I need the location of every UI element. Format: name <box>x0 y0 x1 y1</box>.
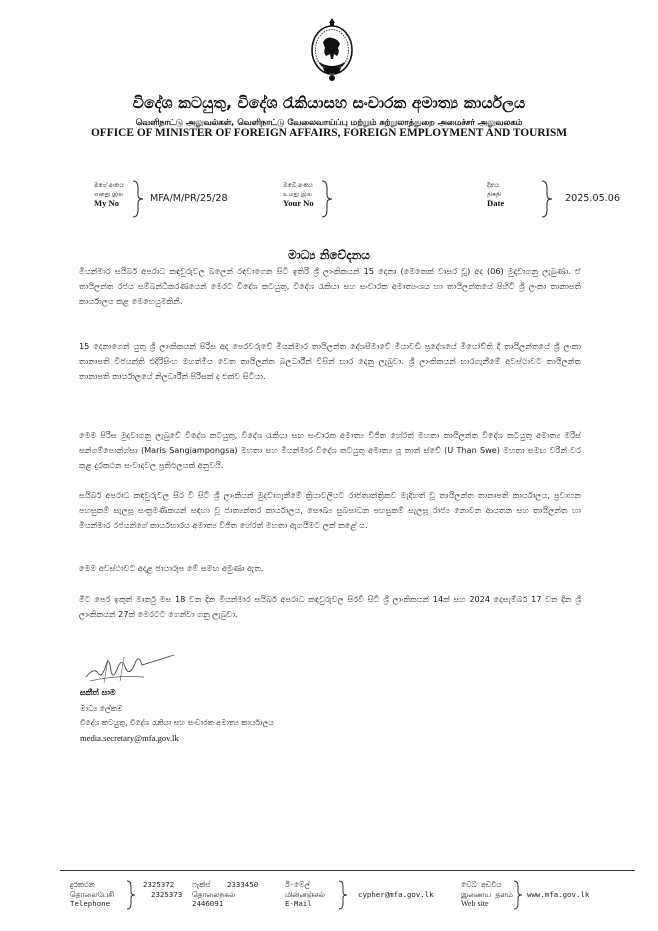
your-no-brace <box>321 180 333 218</box>
footer-website-value[interactable]: www.mfa.gov.lk <box>527 890 590 899</box>
my-no-value: MFA/M/PR/25/28 <box>150 193 228 204</box>
my-no-label: මගේ අංකය எனது இல My No <box>94 182 124 208</box>
office-title-sinhala: විදේශ කටයුතු, විදේශ රැකියාසහ සංචාරක අමාත්‍ය කාර්යලය <box>132 94 526 112</box>
footer-email-label: ඊ-මේල් மின்னஞ்சல் E-Mail <box>285 880 325 909</box>
sri-lanka-emblem <box>309 12 355 84</box>
footer-website-brace <box>513 880 523 910</box>
office-title-english: OFFICE OF MINISTER OF FOREIGN AFFAIRS, FOREIGN EMPLOYMENT AND TOURISM <box>90 127 568 139</box>
footer-fax-2: 2446091 <box>192 899 224 908</box>
date-brace <box>541 180 553 218</box>
paragraph-3: මෙම පිරිස මුදවාගනු ලැබුවේ විදේශ කටයුතු, විදේශ රැකියා සහ සංචාරක අමාත්‍ය විජිත හේරත් මහතා තායිලන්ත විදේශ කටයුතු අමාත්‍ය මරිස් සන්ගම්පොන්ග්සා (Maris Sangiampongsa) මහතා සහ මියන්මාර විදේශ කටයුතු අමාත්‍ය යූ තාන් ස්වේ (U Than Swe) මහතා සමඟ වරින් වර කළ දුරකථන සංවාදවල ප්‍රතිඵලයක් අනුවයි. <box>79 430 581 470</box>
paragraph-6: මීට පෙර ඉකුත් මාර්තු මස 18 වන දින මියන්මාර සයිබර් අපරාධ කඳවුරුවල සිරවී සිටි ශ්‍රී ලාංකිකයන් 14ක් සහ 2024 දෙසැම්බර් 17 වන දින ශ්‍රී ලාංකිකයන් 27ක් මෙරටට ගෙන්වා ගනු ලැබුවා. <box>79 594 581 619</box>
footer-telephone-2: 2325373 <box>151 890 183 899</box>
footer-telephone-label: දුරකථන தொலைபேசி Telephone <box>70 880 115 909</box>
footer-fax-label: ෆැක්ස් தொலைநகல் <box>192 880 236 899</box>
press-release-heading: මාධ්‍ය නිවේදනය <box>288 248 370 262</box>
signatory-name: සකීත් සාම <box>80 688 116 697</box>
my-no-brace <box>132 180 144 218</box>
footer-email-value[interactable]: cypher@mfa.gov.lk <box>358 890 434 899</box>
signatory-title: මාධ්‍ය ලේකම් <box>80 704 123 713</box>
paragraph-4: සයිබර් අපරාධ කඳවුරුවල සිර වී සිටි ශ්‍රී ලාංකියන් මුදවාගැනීමේ ක්‍රියාවලියට රාජතාන්ත්‍රිකව මැදිහත් වූ තායිලන්ත තානාපති කාර්යාලය, ප්‍රවාහන පහසුකම් සැලසූ සංක්‍රමණිකයන් සඳහා වූ ජාත්‍යන්තර කාර්යාලය, සෞඛ්‍ය සුබසාධන පහසුකම් සැලසූ රාජ්‍ය නොවන ආයතන සහ තායිලන්ත හා මියන්මාර රජයන්ගේ කාර්යභාරය අමාත්‍ය විජිත හේරත් මහතා ඇගයීමට ලක් කළේ ය. <box>79 490 581 530</box>
footer-website-label: වෙබ් අඩවිය இணைய தளம் Web site <box>461 880 513 909</box>
office-title-tamil: வெளிநாட்டு அலுவல்கள், வெளிநாட்டு வேலைவாய்ப்பு மற்றும் சுற்றுலாத்துறை அமைச்சர் அலுவலகம் <box>135 117 523 127</box>
signatory-email: media.secretary@mfa.gov.lk <box>80 733 179 743</box>
paragraph-2: 15 දෙනාගෙන් යුතු ශ්‍රී ලාංකිකයන් පිරිස අද පෙරවරුවේ මියන්මාර තායිලන්ත දේශසීමාවේ මියාවඩි ප්‍රදේශයේ මියෝව්ති දී තායිලන්තයේ ශ්‍රී ලංකා තානාපති විජයන්ති එදිරිසිංහ මහත්මිය වෙත තායිලන්ත බලධාරීන් විසින් භාර දෙනු ලැබුවා. ශ්‍රී ලාංකිකයන් භාරගැනීමේ අවස්ථාවට තායිලන්ත තානාපති කාර්යාලයේ නිලධාරීන් පිරිසක් ද එක්ව සිටියා. <box>79 341 581 381</box>
footer-telephone-1: 2325372 <box>143 880 175 889</box>
signatory-office: විදේශ කටයුතු, විදේශ රැකියා සහ සංචාරක අමාත්‍ය කාර්යාලය <box>80 718 274 727</box>
footer-telephone-brace <box>126 880 136 910</box>
date-value: 2025.05.06 <box>565 193 620 204</box>
footer-fax-1: 2333450 <box>227 880 259 889</box>
footer-email-brace <box>338 880 348 910</box>
paragraph-1: මියන්මාර සයිබර් අපරාධ කඳවුරුවල බලෙන් රඳවාගෙන සිටි ඉතිරි ශ්‍රී ලාංකිකයන් 15 දෙනා (මෙතෙක් වාසර වූ) අද (06) මුදවාගනු ලැබුණා. ඒ තායිලන්ත රජය සම්බන්ධීකරණයෙන් මෙරට විදේශ කටයුතු, විදේශ රැකියා සහ සංචාරක අමාත්‍යංශය හා තායිලන්තයේ පිහිටි ශ්‍රී ලංකා තානාපති කාර්යාලය කළ මෙහෙයුමකිනි. <box>79 266 581 306</box>
paragraph-5: මෙම අවස්ථාවට අදාළ ඡායාරූප මේ සමඟ අමුණා ඇත. <box>79 563 264 573</box>
date-label: දිනය திகதி Date <box>487 182 505 208</box>
handwritten-signature <box>84 647 176 687</box>
your-no-label: ඔබේ අංකය உமது இல Your No <box>283 182 314 208</box>
footer-rule <box>60 870 635 871</box>
